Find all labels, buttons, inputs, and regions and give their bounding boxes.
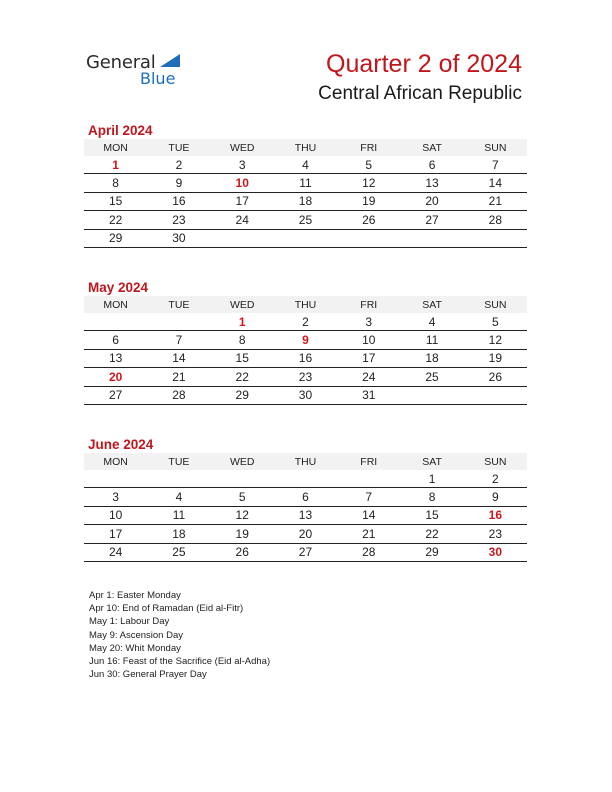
- day-cell: 18: [400, 349, 463, 367]
- day-cell: 24: [211, 211, 274, 229]
- day-cell: 12: [337, 174, 400, 192]
- day-cell: 5: [211, 488, 274, 506]
- day-cell: 31: [337, 386, 400, 404]
- weekday-header: SUN: [464, 296, 527, 313]
- week-row: [84, 331, 527, 349]
- day-cell: 16: [147, 192, 210, 210]
- day-cell: 4: [274, 156, 337, 174]
- day-cell: 2: [464, 470, 527, 488]
- week-row: [84, 229, 527, 247]
- day-cell: 17: [84, 525, 147, 543]
- week-row: [84, 156, 527, 174]
- day-cell: 13: [274, 506, 337, 524]
- day-cell: 14: [337, 506, 400, 524]
- week-row: [84, 368, 527, 386]
- day-cell: 19: [337, 192, 400, 210]
- day-cell: 20: [84, 368, 147, 386]
- day-cell: 14: [464, 174, 527, 192]
- weekday-header: WED: [211, 453, 274, 470]
- day-cell: 3: [337, 313, 400, 331]
- page-title: Quarter 2 of 2024: [326, 50, 522, 78]
- weekday-header: SAT: [400, 296, 463, 313]
- day-cell: 7: [147, 331, 210, 349]
- calendar-table: [84, 453, 527, 562]
- holiday-item: Apr 10: End of Ramadan (Eid al-Fitr): [89, 603, 244, 615]
- holiday-list: [89, 589, 270, 681]
- day-cell: [211, 229, 274, 247]
- day-cell: 23: [147, 211, 210, 229]
- day-cell: 19: [464, 349, 527, 367]
- day-cell: 11: [147, 506, 210, 524]
- day-cell: 9: [464, 488, 527, 506]
- week-row: [84, 192, 527, 210]
- weekday-header: SAT: [400, 453, 463, 470]
- day-cell: [84, 313, 147, 331]
- week-row: [84, 313, 527, 331]
- week-row: [84, 174, 527, 192]
- month-title: June 2024: [88, 437, 154, 452]
- week-row: [84, 525, 527, 543]
- day-cell: 27: [400, 211, 463, 229]
- month-title: May 2024: [88, 280, 149, 295]
- day-cell: 18: [147, 525, 210, 543]
- day-cell: 16: [274, 349, 337, 367]
- weekday-header: SUN: [464, 453, 527, 470]
- day-cell: 10: [84, 506, 147, 524]
- logo-general-text: General: [86, 52, 156, 73]
- calendar-table: [84, 139, 527, 248]
- day-cell: 3: [211, 156, 274, 174]
- month-title: April 2024: [88, 123, 153, 138]
- day-cell: 13: [400, 174, 463, 192]
- day-cell: 17: [211, 192, 274, 210]
- day-cell: 21: [337, 525, 400, 543]
- weekday-header: SUN: [464, 139, 527, 156]
- day-cell: 1: [400, 470, 463, 488]
- day-cell: 20: [274, 525, 337, 543]
- day-cell: 21: [464, 192, 527, 210]
- day-cell: 2: [274, 313, 337, 331]
- day-cell: 8: [400, 488, 463, 506]
- weekday-header: MON: [84, 453, 147, 470]
- country-name: Central African Republic: [318, 83, 522, 104]
- day-cell: 21: [147, 368, 210, 386]
- weekday-header-row: [84, 453, 527, 470]
- weekday-header: TUE: [147, 453, 210, 470]
- weekday-header: MON: [84, 139, 147, 156]
- day-cell: [147, 470, 210, 488]
- day-cell: 30: [147, 229, 210, 247]
- logo-blue-text: Blue: [140, 69, 176, 88]
- weekday-header: THU: [274, 453, 337, 470]
- day-cell: 6: [84, 331, 147, 349]
- holiday-item: Apr 1: Easter Monday: [89, 590, 181, 601]
- day-cell: 6: [400, 156, 463, 174]
- day-cell: 4: [147, 488, 210, 506]
- day-cell: [337, 229, 400, 247]
- day-cell: 8: [84, 174, 147, 192]
- day-cell: 11: [274, 174, 337, 192]
- day-cell: [464, 386, 527, 404]
- day-cell: [337, 470, 400, 488]
- day-cell: [400, 229, 463, 247]
- day-cell: 23: [464, 525, 527, 543]
- day-cell: 25: [147, 543, 210, 561]
- day-cell: 8: [211, 331, 274, 349]
- day-cell: 9: [147, 174, 210, 192]
- day-cell: 24: [337, 368, 400, 386]
- day-cell: 10: [211, 174, 274, 192]
- day-cell: 23: [274, 368, 337, 386]
- weekday-header: FRI: [337, 453, 400, 470]
- weekday-header: FRI: [337, 296, 400, 313]
- day-cell: 17: [337, 349, 400, 367]
- day-cell: 27: [84, 386, 147, 404]
- day-cell: 22: [211, 368, 274, 386]
- day-cell: 24: [84, 543, 147, 561]
- day-cell: 3: [84, 488, 147, 506]
- holiday-item: Jun 30: General Prayer Day: [89, 669, 207, 681]
- day-cell: 19: [211, 525, 274, 543]
- day-cell: 15: [84, 192, 147, 210]
- holiday-item: May 9: Ascension Day: [89, 629, 183, 641]
- day-cell: 7: [464, 156, 527, 174]
- week-row: [84, 349, 527, 367]
- day-cell: 6: [274, 488, 337, 506]
- weekday-header-row: [84, 296, 527, 313]
- holiday-item: Jun 16: Feast of the Sacrifice (Eid al-Adha): [89, 656, 271, 668]
- week-row: [84, 543, 527, 561]
- day-cell: 16: [464, 506, 527, 524]
- day-cell: 12: [211, 506, 274, 524]
- day-cell: 10: [337, 331, 400, 349]
- weekday-header: THU: [274, 296, 337, 313]
- day-cell: 26: [337, 211, 400, 229]
- day-cell: 26: [464, 368, 527, 386]
- day-cell: 28: [464, 211, 527, 229]
- day-cell: [147, 313, 210, 331]
- day-cell: 30: [274, 386, 337, 404]
- day-cell: 27: [274, 543, 337, 561]
- day-cell: [464, 229, 527, 247]
- day-cell: 28: [337, 543, 400, 561]
- week-row: [84, 211, 527, 229]
- weekday-header: SAT: [400, 139, 463, 156]
- day-cell: [84, 470, 147, 488]
- holiday-item: May 20: Whit Monday: [89, 642, 181, 654]
- day-cell: 12: [464, 331, 527, 349]
- day-cell: 25: [400, 368, 463, 386]
- weekday-header: TUE: [147, 296, 210, 313]
- day-cell: 13: [84, 349, 147, 367]
- day-cell: 29: [211, 386, 274, 404]
- day-cell: 26: [211, 543, 274, 561]
- weekday-header: MON: [84, 296, 147, 313]
- day-cell: [274, 470, 337, 488]
- week-row: [84, 506, 527, 524]
- week-row: [84, 488, 527, 506]
- day-cell: 7: [337, 488, 400, 506]
- weekday-header: WED: [211, 296, 274, 313]
- day-cell: 5: [464, 313, 527, 331]
- calendar-table: [84, 296, 527, 405]
- month-june: [84, 436, 527, 562]
- holiday-item: May 1: Labour Day: [89, 616, 170, 628]
- weekday-header: TUE: [147, 139, 210, 156]
- day-cell: 2: [147, 156, 210, 174]
- weekday-header: WED: [211, 139, 274, 156]
- day-cell: 18: [274, 192, 337, 210]
- day-cell: 29: [400, 543, 463, 561]
- day-cell: 25: [274, 211, 337, 229]
- day-cell: 9: [274, 331, 337, 349]
- day-cell: [400, 386, 463, 404]
- day-cell: 29: [84, 229, 147, 247]
- day-cell: 14: [147, 349, 210, 367]
- month-april: [84, 122, 527, 248]
- day-cell: 15: [400, 506, 463, 524]
- logo-triangle-icon: [160, 54, 180, 67]
- day-cell: 1: [84, 156, 147, 174]
- day-cell: 22: [84, 211, 147, 229]
- day-cell: 30: [464, 543, 527, 561]
- week-row: [84, 470, 527, 488]
- day-cell: [274, 229, 337, 247]
- day-cell: 5: [337, 156, 400, 174]
- day-cell: 1: [211, 313, 274, 331]
- day-cell: 4: [400, 313, 463, 331]
- day-cell: 15: [211, 349, 274, 367]
- logo: [86, 52, 186, 88]
- weekday-header: THU: [274, 139, 337, 156]
- day-cell: 22: [400, 525, 463, 543]
- month-may: [84, 279, 527, 405]
- week-row: [84, 386, 527, 404]
- day-cell: 11: [400, 331, 463, 349]
- weekday-header: FRI: [337, 139, 400, 156]
- day-cell: 28: [147, 386, 210, 404]
- day-cell: [211, 470, 274, 488]
- day-cell: 20: [400, 192, 463, 210]
- weekday-header-row: [84, 139, 527, 156]
